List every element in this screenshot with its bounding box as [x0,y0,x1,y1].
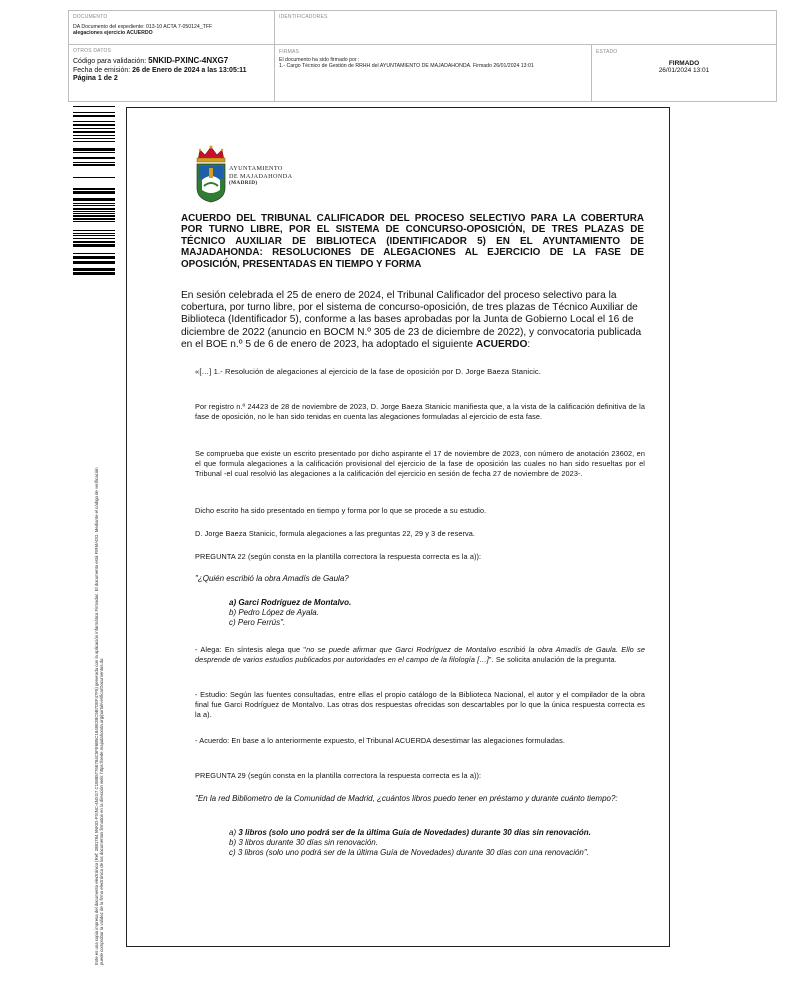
option-a: a) Garci Rodríguez de Montalvo. [229,598,352,607]
pregunta-22-text: "¿Quién escribió la obra Amadís de Gaula? [195,574,349,583]
paragraph-registro: Por registro n.º 24423 de 28 de noviembre de 2023, D. Jorge Baeza Stanicic manifiesta que, a la vista de la calificación definitiva de la fase de oposición, no le han sido tenidas en cuenta las alegaciones formuladas al ejercicio de esta fase. [195,402,645,421]
intro-acuerdo: ACUERDO [475,338,528,350]
option-a-29 [229,828,609,838]
side-text-line-2: puede comprobar la validez de la firma electrónica de los documentos firmados en la dirección web: https://sede.majadahonda.org/portal/verificarDocumentos.do [99,658,105,965]
alega-suffix: ". Se solicita anulación de la pregunta. [488,655,617,664]
document-header-table [68,10,777,102]
documento-text-2: alegaciones ejercicio ACUERDO [73,30,153,37]
fecha-prefix: Fecha de emisión: [73,66,131,74]
logo-line-3: (MADRID) [229,180,258,187]
firmas-signer: 1.- Cargo Técnico de Gestión de RRHH del AYUNTAMIENTO DE MAJADAHONDA. Firmado 26/01/2024 13:01 [279,63,534,70]
paragraph-resolucion: «[…] 1.- Resolución de alegaciones al ejercicio de la fase de oposición por D. Jorge Baeza Stanicic. [195,367,542,376]
alega-prefix: - Alega: En síntesis alega que " [195,645,307,654]
estado-value: FIRMADO [668,60,700,67]
firmas-text: El documento ha sido firmado por : [279,57,360,63]
majadahonda-coat-of-arms-icon [194,144,228,204]
paragraph-alega [195,645,645,665]
pregunta-22-heading: PREGUNTA 22 (según consta en la plantilla correctora la respuesta correcta es la a)): [195,552,482,561]
paragraph-dicho-escrito: Dicho escrito ha sido presentado en tiempo y forma por lo que se procede a su estudio. [195,506,487,515]
fecha-value: 26 de Enero de 2024 a las 13:05:11 [132,66,247,74]
pregunta-22-options [229,598,645,628]
pregunta-29-options [229,828,609,858]
otros-datos-label: OTROS DATOS [73,48,112,54]
intro-text: En sesión celebrada el 25 de enero de 2024, el Tribunal Calificador del proceso selectivo para la cobertura, por turno libre, por el sistema de concurso-oposición, de tres plazas de Técnico Auxiliar de Biblioteca (Identificador 5), conforme a las bases aprobadas por la Junta de Gobierno Local el 16 de diciembre de 2022 (anuncio en BOCM N.º 305 de 23 de diciembre de 2022), y convocatoria publicada en el BOE n.º 5 de 6 de enero de 2023, ha adoptado el siguiente [181,290,642,350]
option-a-29-prefix: a) [229,828,239,837]
documento-text: DA Documento del expediente: 013-10 ACTA 7-050124_TFF [73,24,213,30]
codigo-prefix: Código para validación: [73,58,147,65]
intro-paragraph [181,290,644,351]
side-text-line-1: Este es una copia impresa del documento electrónico (Ref: 2881784 5NKID-PXINC-4NXG7 C19885776E784C5FE6B5C1849E2BC5B7DEF47F5) generada con la aplicación informática Firmadoc. El documento está FIRMADO. Mediante el código de verificación [94,467,99,965]
paragraph-estudio: - Estudio: Según las fuentes consultadas, entre ellas el propio catálogo de la Biblioteca Nacional, el autor y el compilador de la obra final fue Garci Rodríguez de Montalvo. Las otras dos respuestas ofrecidas son descartables por lo que la única respuesta correcta es la a). [195,690,645,719]
identificadores-cell [275,11,776,45]
codigo-validacion [73,57,270,67]
otros-datos-cell [69,45,275,101]
firmas-cell [275,45,592,101]
identificadores-label: IDENTIFICADORES [279,14,328,20]
pagina-indicator: Página 1 de 2 [73,75,118,83]
intro-end: : [527,338,531,350]
logo-text [229,165,293,188]
option-a-29-text: 3 libros (solo uno podrá ser de la última Guía de Novedades) durante 30 días sin renovación. [238,828,591,837]
option-c: c) Pero Ferrús". [229,618,286,627]
estado-fecha: 26/01/2024 13:01 [658,67,710,74]
firmas-label: FIRMAS [279,49,300,55]
fecha-emision [73,67,270,76]
document-title: ACUERDO DEL TRIBUNAL CALIFICADOR DEL PROCESO SELECTIVO PARA LA COBERTURA POR TURNO LIBRE, POR EL SISTEMA DE CONCURSO-OPOSICIÓN, DE TRES PLAZAS DE TÉCNICO AUXILIAR DE BIBLIOTECA (IDENTIFICADOR 5) EN EL AYUNTAMIENTO DE MAJADAHONDA: RESOLUCIONES DE ALEGACIONES AL EJERCICIO DE LA FASE DE OPOSICIÓN, PRESENTADAS EN TIEMPO Y FORMA [181,213,644,270]
option-c-29: c) 3 libros (solo uno podrá ser de la última Guía de Novedades) durante 30 días con una renovación". [229,848,589,857]
option-b: b) Pedro López de Ayala. [229,608,319,617]
paragraph-comprueba: Se comprueba que existe un escrito presentado por dicho aspirante el 17 de noviembre de 2023, con número de anotación 23602, en el que formula alegaciones a la calificación provisional del ejercicio de la fase de oposición las cuales no han sido resueltas por el Tribunal -el cual resolvió las alegaciones a la calificación del ejercicio en sesión de fecha 27 de noviembre de 2023-. [195,449,645,478]
side-verification-text [94,285,104,965]
codigo-value[interactable]: 5NKID-PXINC-4NXG7 [148,56,229,65]
pregunta-29-text: "En la red Bibliometro de la Comunidad de Madrid, ¿cuántos libros puedo tener en préstamo y durante cuánto tiempo?: [195,794,618,803]
option-b-29: b) 3 libros durante 30 días sin renovación. [229,838,378,847]
estado-cell [592,45,776,101]
documento-cell [69,11,275,45]
pregunta-29-heading: PREGUNTA 29 (según consta en la plantilla correctora la respuesta correcta es la a)): [195,771,482,780]
documento-label: DOCUMENTO [73,14,108,20]
logo-line-2: DE MAJADAHONDA [229,172,293,180]
alega-quote: no se puede afirmar que Garci Rodríguez de Montalvo escribió la obra Amadís de Gaula. Ello se desprende de varios estudios publicados por autoridades en el campo de la filología […] [195,645,645,664]
paragraph-acuerdo: - Acuerdo: En base a lo anteriormente expuesto, el Tribunal ACUERDA desestimar las alegaciones formuladas. [195,736,565,745]
logo-line-1: AYUNTAMIENTO [229,165,283,172]
barcode-image [73,104,115,278]
paragraph-formula: D. Jorge Baeza Stanicic, formula alegaciones a las preguntas 22, 29 y 3 de reserva. [195,529,476,538]
estado-label: ESTADO [596,49,618,55]
